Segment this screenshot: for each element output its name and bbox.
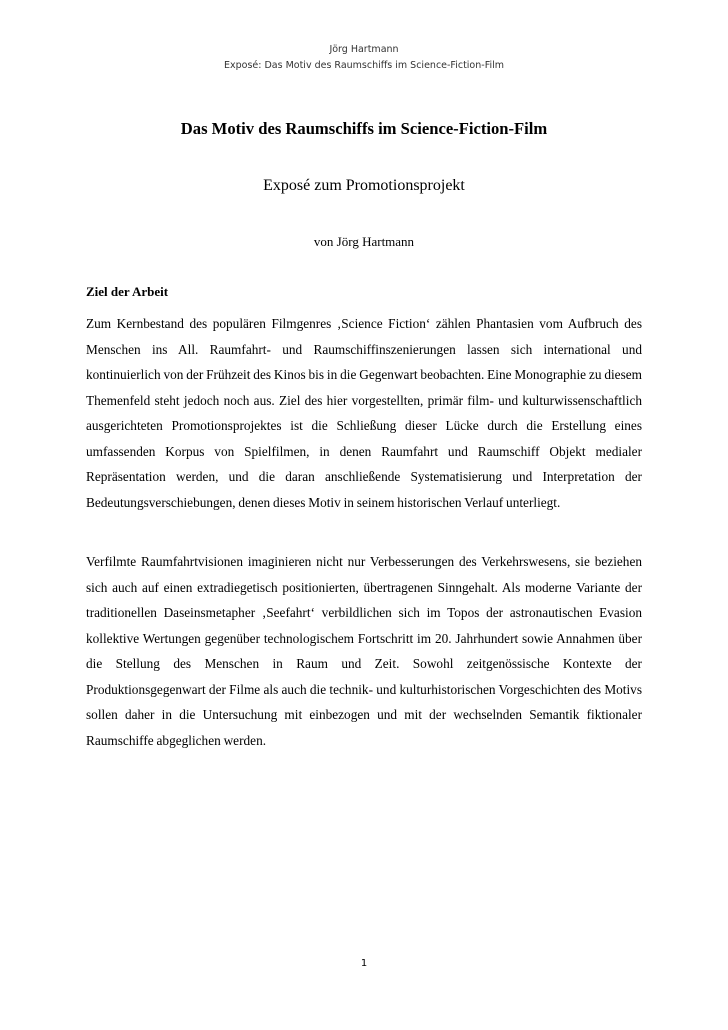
body-paragraph: Zum Kernbestand des populären Filmgenres ‚Science Fiction‘ zählen Phantasien vom Aufbruch des Menschen ins All. Raumfahrt- und Raumschiffinszenierungen lassen sich international und kontinuierlich von der Frühzeit des Kinos bis in die Gegenwart beobachten. Eine Monographie zu diesem Themenfeld steht jedoch noch aus. Ziel des hier vorgestellten, primär film- und kulturwissenschaftlich ausgerichteten Promotionsprojektes ist die Schließung dieser Lücke durch die Erstellung eines umfassenden Korpus von Spielfilmen, in denen Raumfahrt und Raumschiff Objekt medialer Repräsentation werden, und die daran anschließende Systematisierung und Interpretation der Bedeutungsverschiebungen, denen dieses Motiv in seinem historischen Verlauf unterliegt. [86, 316, 642, 510]
page-header [0, 42, 728, 74]
document-title: Das Motiv des Raumschiffs im Science-Fiction-Film [180, 119, 548, 138]
header-title: Exposé: Das Motiv des Raumschiffs im Science-Fiction-Film [223, 60, 505, 71]
section-heading: Ziel der Arbeit [86, 284, 169, 299]
header-author: Jörg Hartmann [329, 44, 399, 55]
document-author: von Jörg Hartmann [313, 234, 415, 249]
document-subtitle: Exposé zum Promotionsprojekt [263, 177, 465, 194]
page-number: 1 [360, 958, 368, 969]
body-paragraph: Verfilmte Raumfahrtvisionen imaginieren nicht nur Verbesserungen des Verkehrswesens, sie beziehen sich auch auf einen extradiegetisch positionierten, übertragenen Sinngehalt. Als moderne Variante der traditionellen Daseinsmetapher ‚Seefahrt‘ verbildlichen sich im Topos der astronautischen Evasion kollektive Wertungen gegenüber technologischem Fortschritt im 20. Jahrhundert sowie Annahmen über die Stellung des Menschen in Raum und Zeit. Sowohl zeitgenössische Kontexte der Produktionsgegenwart der Filme als auch die technik- und kulturhistorischen Vorgeschichten des Motivs sollen daher in die Untersuchung mit einbezogen und mit der wechselnden Semantik fiktionaler Raumschiffe abgeglichen werden. [86, 554, 642, 748]
